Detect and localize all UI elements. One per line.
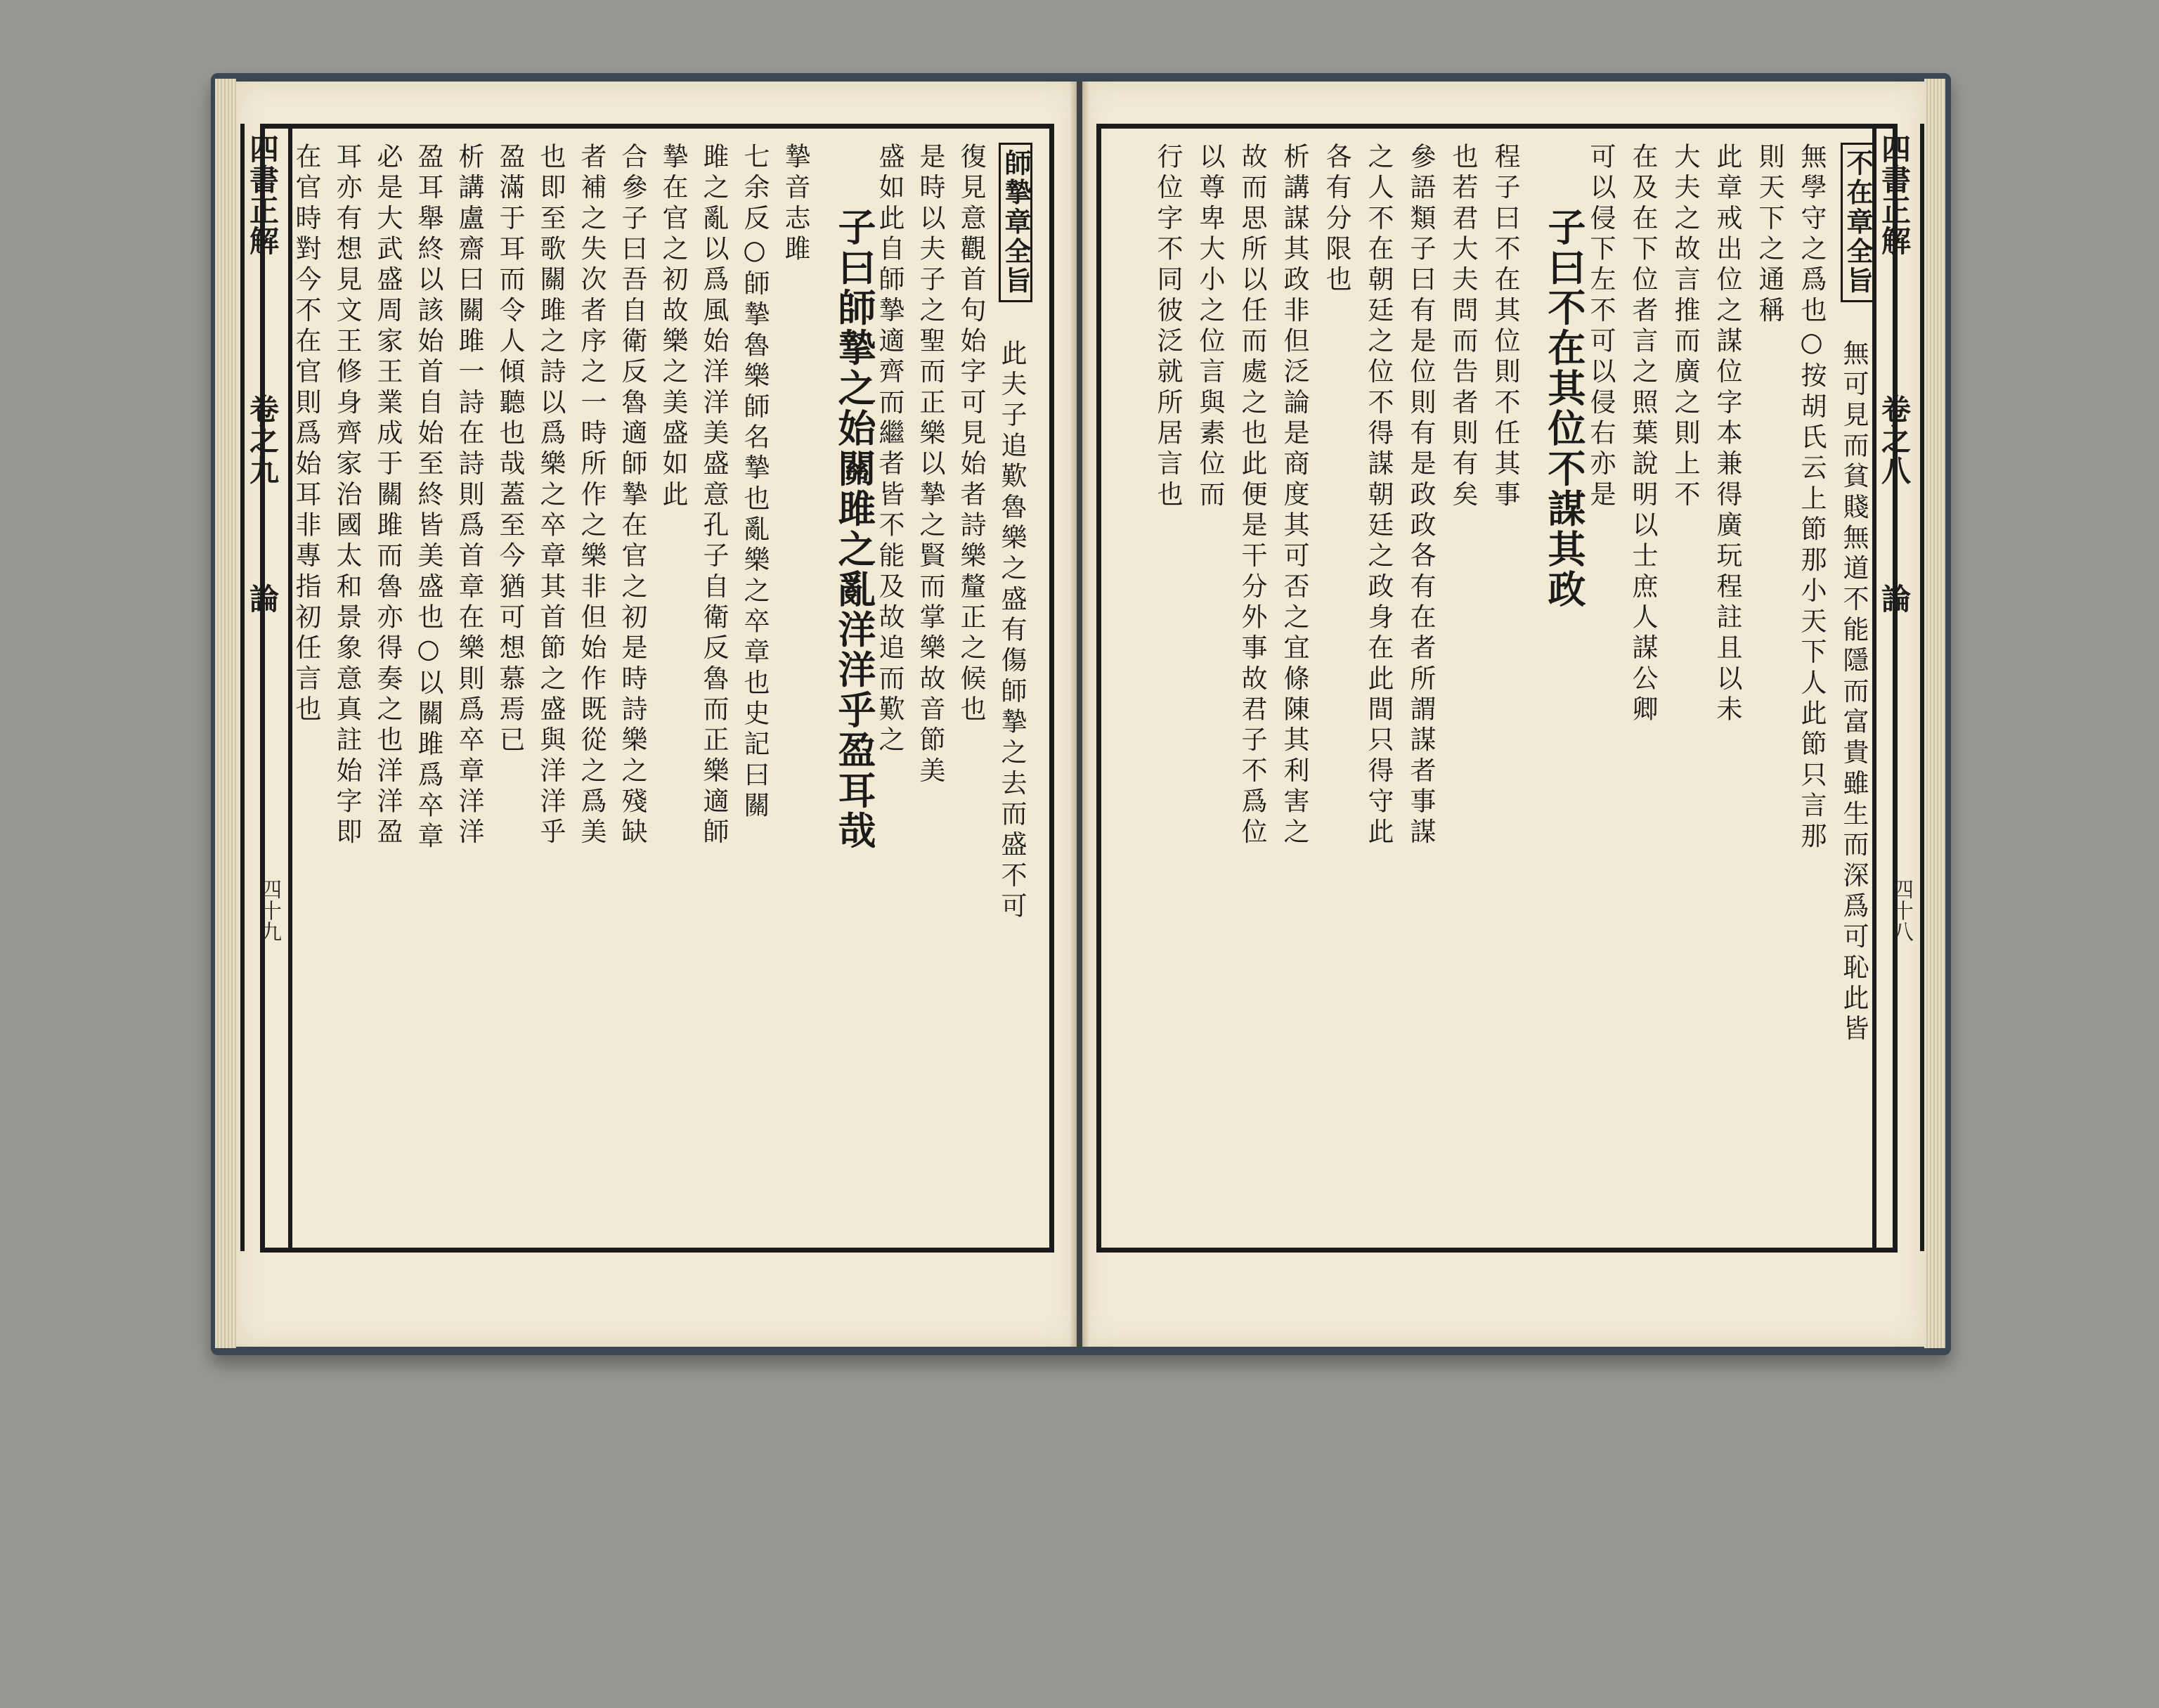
commentary-column: 行位字不同彼泛就所居言也 [1153,143,1183,511]
commentary-column: 盈耳舉終以該始首自始至終皆美盛也○以關雎爲卒章 [413,143,443,853]
commentary-column: 無可見而貧賤無道不能隱而富貴雖生而深爲可恥此皆 [1839,339,1869,1046]
chapter-title-box: 師摯章全旨 [999,143,1032,302]
right-margin-section: 論 [1877,583,1912,614]
commentary-column: 故而思所以任而處之也此便是干分外事故君子不爲位 [1237,143,1267,849]
commentary-column: 此夫子追歎魯樂之盛有傷師摯之去而盛不可 [997,339,1027,923]
left-page-edges [215,79,236,1348]
commentary-column: 者補之失次者序之一時所作之樂非但始作既從之爲美 [576,143,607,849]
commentary-column: 參語類子曰有是位則有是政政各有在者所謂謀者事謀 [1406,143,1436,849]
chapter-title [999,143,1032,302]
commentary-column: 析講盧齋曰關雎一詩在詩則爲首章在樂則爲卒章洋洋 [454,143,484,849]
commentary-column: 盛如此自師摯適齊而繼者皆不能及故追而歎之 [874,143,905,757]
commentary-column: 七余反○師摯魯樂師名摯也亂樂之卒章也史記曰關 [739,143,770,822]
commentary-column: 大夫之故言推而廣之則上不 [1670,143,1700,511]
main-text-column: 子曰不在其位不謀其政 [1542,207,1587,610]
commentary-column: 以尊卑大小之位言與素位而 [1195,143,1225,511]
right-margin-title: 四書正解 [1877,134,1912,257]
commentary-column: 必是大武盛周家王業成于關雎而魯亦得奏之也洋洋盈 [372,143,403,849]
left-margin-section: 論 [245,583,280,614]
book-gutter [1070,82,1089,1347]
commentary-column: 是時以夫子之聖而正樂以摯之賢而掌樂故音節美 [915,143,945,787]
commentary-column: 摯在官之初故樂之美盛如此 [658,143,688,511]
left-page-number: 四十九 [257,879,281,942]
chapter-title [1841,143,1874,302]
left-margin-volume: 卷之九 [245,394,280,486]
commentary-column: 之人不在朝廷之位不得謀朝廷之政身在此間只得守此 [1363,143,1394,849]
commentary-column: 在官時對今不在官則爲始耳非專指初任言也 [291,143,321,726]
commentary-column: 盈滿于耳而令人傾聽也哉蓋至今猶可想慕焉已 [495,143,525,757]
commentary-column: 各有分限也 [1321,143,1351,297]
commentary-column: 析講謀其政非但泛論是商度其可否之宜條陳其利害之 [1279,143,1309,849]
commentary-column: 程子曰不在其位則不任其事 [1490,143,1520,511]
commentary-column: 雎之亂以爲風始洋洋美盛意孔子自衛反魯而正樂適師 [699,143,729,849]
right-margin-volume: 卷之八 [1877,394,1912,486]
commentary-column: 在及在下位者言之照葉說明以士庶人謀公卿 [1628,143,1658,726]
commentary-column: 可以侵下左不可以侵右亦是 [1586,143,1616,511]
commentary-column: 摯音志雎 [780,143,810,266]
commentary-column: 此章戒出位之謀位字本兼得廣玩程註且以未 [1712,143,1742,726]
left-margin-title: 四書正解 [245,134,280,257]
commentary-column: 無學守之爲也○按胡氏云上節那小天下人此節只言那 [1796,143,1827,853]
main-text-column: 子曰師摯之始關雎之亂洋洋乎盈耳哉 [832,207,877,851]
commentary-column: 合參子曰吾自衛反魯適師摯在官之初是時詩樂之殘缺 [617,143,647,849]
commentary-column: 耳亦有想見文王修身齊家治國太和景象意真註始字即 [332,143,362,849]
right-page-number: 四十八 [1888,879,1913,942]
chapter-title-box: 不在章全旨 [1841,143,1874,302]
commentary-column: 也若君大夫問而告者則有矣 [1448,143,1478,511]
left-text-frame [260,124,1054,1253]
right-text-frame [1096,124,1898,1253]
commentary-column: 復見意觀首句始字可見始者詩樂釐正之候也 [956,143,986,726]
right-page-edges [1924,79,1945,1348]
commentary-column: 也即至歌關雎之詩以爲樂之卒章其首節之盛與洋洋乎 [536,143,566,849]
commentary-column: 則天下之通稱 [1754,143,1784,327]
